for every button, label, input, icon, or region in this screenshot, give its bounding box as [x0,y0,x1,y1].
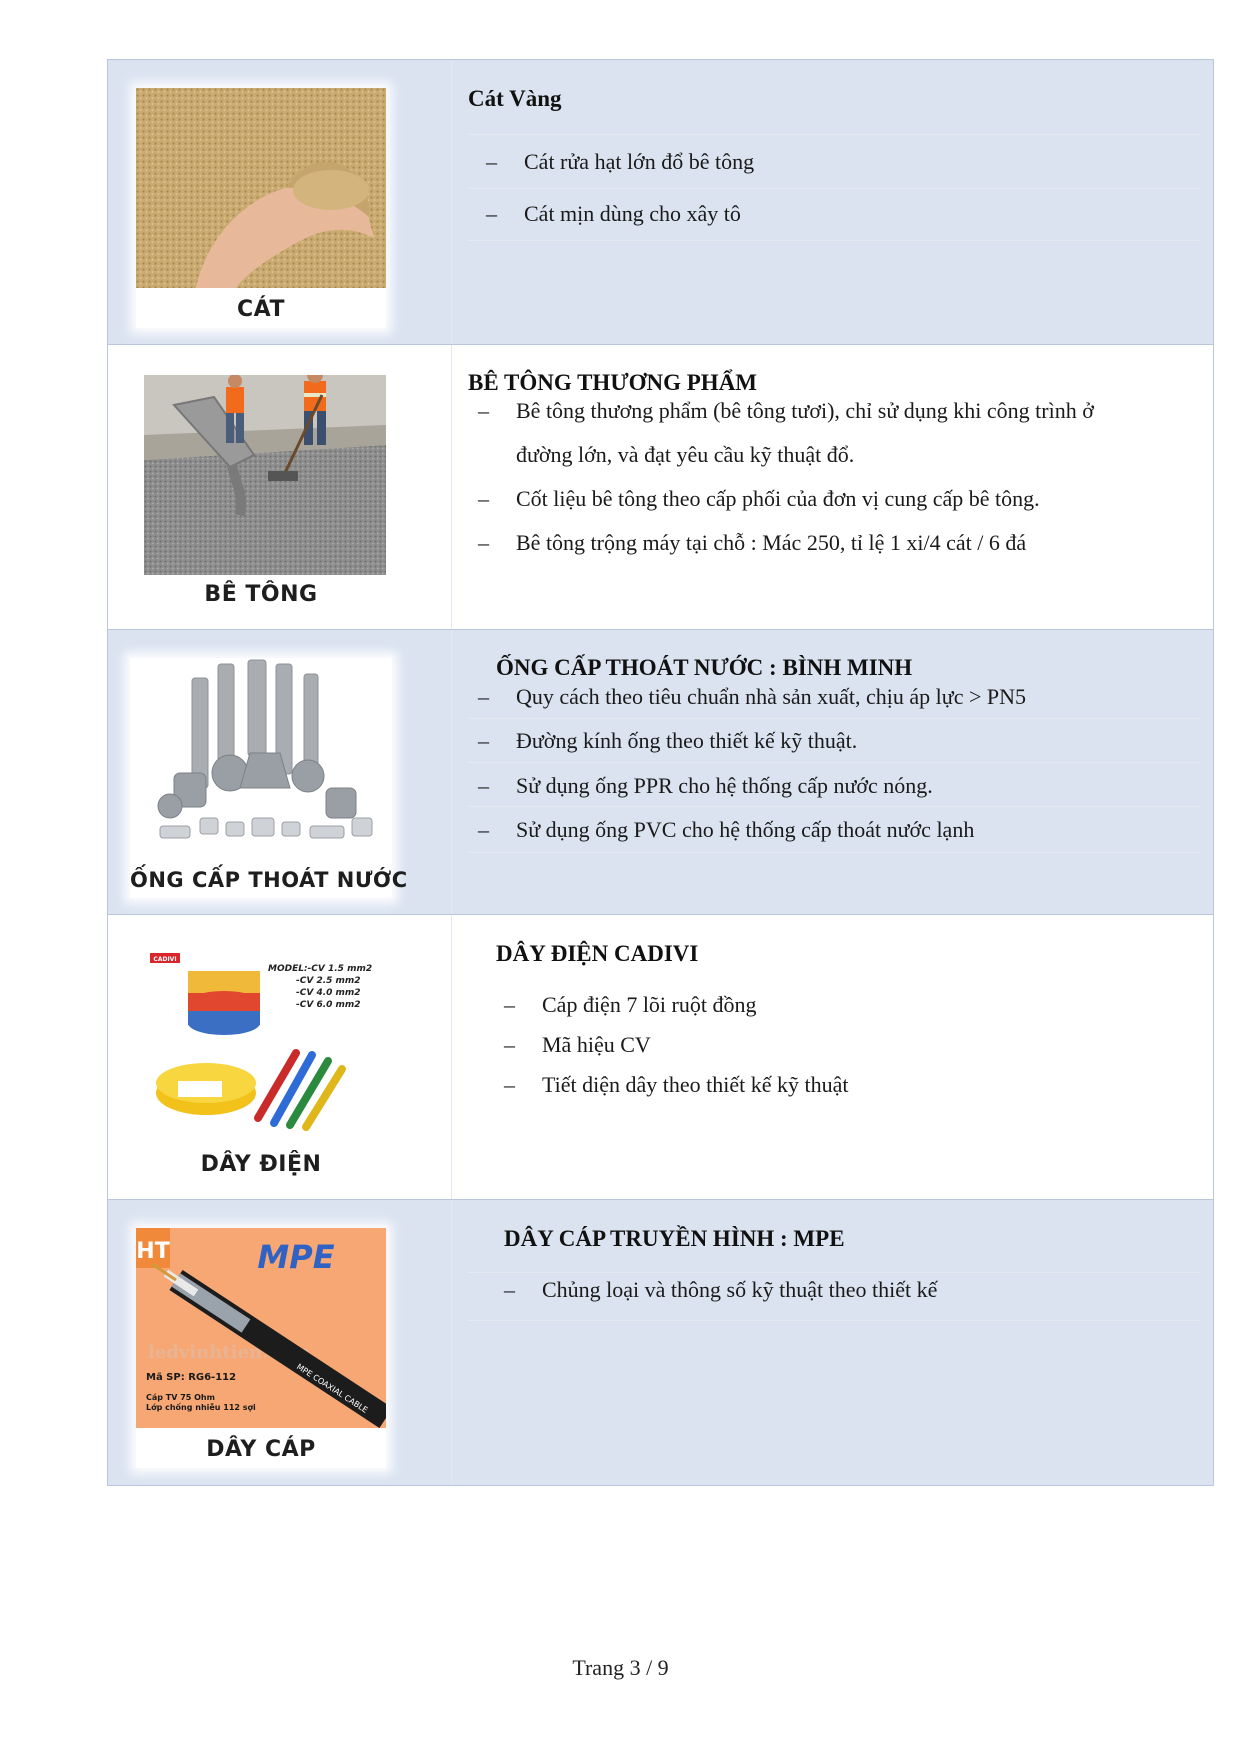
divider [468,240,1201,241]
cable-image [136,1228,386,1428]
cable-print: MPE COAXIAL CABLE [294,1362,370,1415]
table-row [108,60,1213,345]
model-line: -CV 4.0 mm2 [296,988,361,998]
wire-card [136,943,386,1183]
list-item: – Cát rửa hạt lớn đổ bê tông [486,149,755,174]
list-item: – Chủng loại và thông số kỹ thuật theo thiết kế [504,1277,938,1302]
text-cell [452,60,1213,344]
text-cell [452,915,1213,1199]
row-heading: DÂY CÁP TRUYỀN HÌNH : MPE [504,1226,845,1251]
cadivi-brand: CADIVI [153,956,177,963]
divider [468,852,1201,853]
row-heading: Cát Vàng [468,86,562,111]
divider [468,134,1201,135]
product-spec: Cáp TV 75 Ohm [146,1393,215,1402]
list-item: – Cốt liệu bê tông theo cấp phối của đơn vị cung cấp bê tông. [478,486,1040,511]
list-item: – Quy cách theo tiêu chuẩn nhà sản xuất, chịu áp lực > PN5 [478,684,1027,709]
page-number: Trang 3 / 9 [572,1655,669,1680]
list-item: – Cáp điện 7 lõi ruột đồng [504,992,757,1017]
text-cell [452,1200,1213,1485]
list-item: – Bê tông thương phẩm (bê tông tươi), chỉ sử dụng khi công trình ở [478,398,1094,423]
sand-image [136,88,386,288]
model-line: MODEL:-CV 1.5 mm2 [268,964,373,974]
divider [468,762,1201,763]
image-cell [108,345,452,629]
divider [468,188,1201,189]
model-line: -CV 6.0 mm2 [296,1000,361,1010]
sand-caption: CÁT [237,297,285,322]
text-cell [452,630,1213,914]
materials-table [107,59,1214,1486]
list-item: – Sử dụng ống PVC cho hệ thống cấp thoát nước lạnh [478,817,975,842]
watermark: ledvinhtien.com [148,1342,311,1363]
cable-caption: DÂY CÁP [206,1437,316,1462]
pipes-card [130,658,408,898]
pipes-caption: ỐNG CẤP THOÁT NƯỚC [130,868,408,892]
image-cell [108,630,452,914]
concrete-image [144,375,386,575]
wire-image [136,943,386,1143]
row-heading: ỐNG CẤP THOÁT NƯỚC : BÌNH MINH [496,655,913,680]
list-item: – Đường kính ống theo thiết kế kỹ thuật. [478,728,858,753]
table-row [108,915,1213,1200]
table-row [108,630,1213,915]
list-item: – Bê tông trộng máy tại chỗ : Mác 250, tỉ lệ 1 xi/4 cát / 6 đá [478,530,1027,555]
list-item: – Tiết diện dây theo thiết kế kỹ thuật [504,1072,849,1097]
sand-card [136,88,386,328]
list-item: – Cát mịn dùng cho xây tô [486,201,741,226]
row-heading: DÂY ĐIỆN CADIVI [496,941,699,966]
pipes-image [130,658,392,858]
divider [468,806,1201,807]
text-cell [452,345,1213,629]
cable-card [136,1228,386,1468]
list-item-continued: đường lớn, và đạt yêu cầu kỹ thuật đổ. [516,442,855,467]
concrete-card [136,373,386,613]
table-row [108,345,1213,630]
concrete-caption: BÊ TÔNG [204,582,318,607]
product-code: Mã SP: RG6-112 [146,1372,237,1383]
image-cell [108,915,452,1199]
ht-logo: HT [136,1239,170,1264]
table-row [108,1200,1213,1485]
list-item: – Mã hiệu CV [504,1032,651,1057]
model-line: -CV 2.5 mm2 [296,976,361,986]
image-cell [108,60,452,344]
wire-caption: DÂY ĐIỆN [200,1152,322,1177]
mpe-logo: MPE [257,1238,335,1276]
list-item: – Sử dụng ống PPR cho hệ thống cấp nước nóng. [478,773,933,798]
product-spec: Lớp chống nhiễu 112 sợi [146,1403,256,1412]
image-cell [108,1200,452,1485]
row-heading: BÊ TÔNG THƯƠNG PHẨM [468,370,758,395]
divider [468,1320,1201,1321]
